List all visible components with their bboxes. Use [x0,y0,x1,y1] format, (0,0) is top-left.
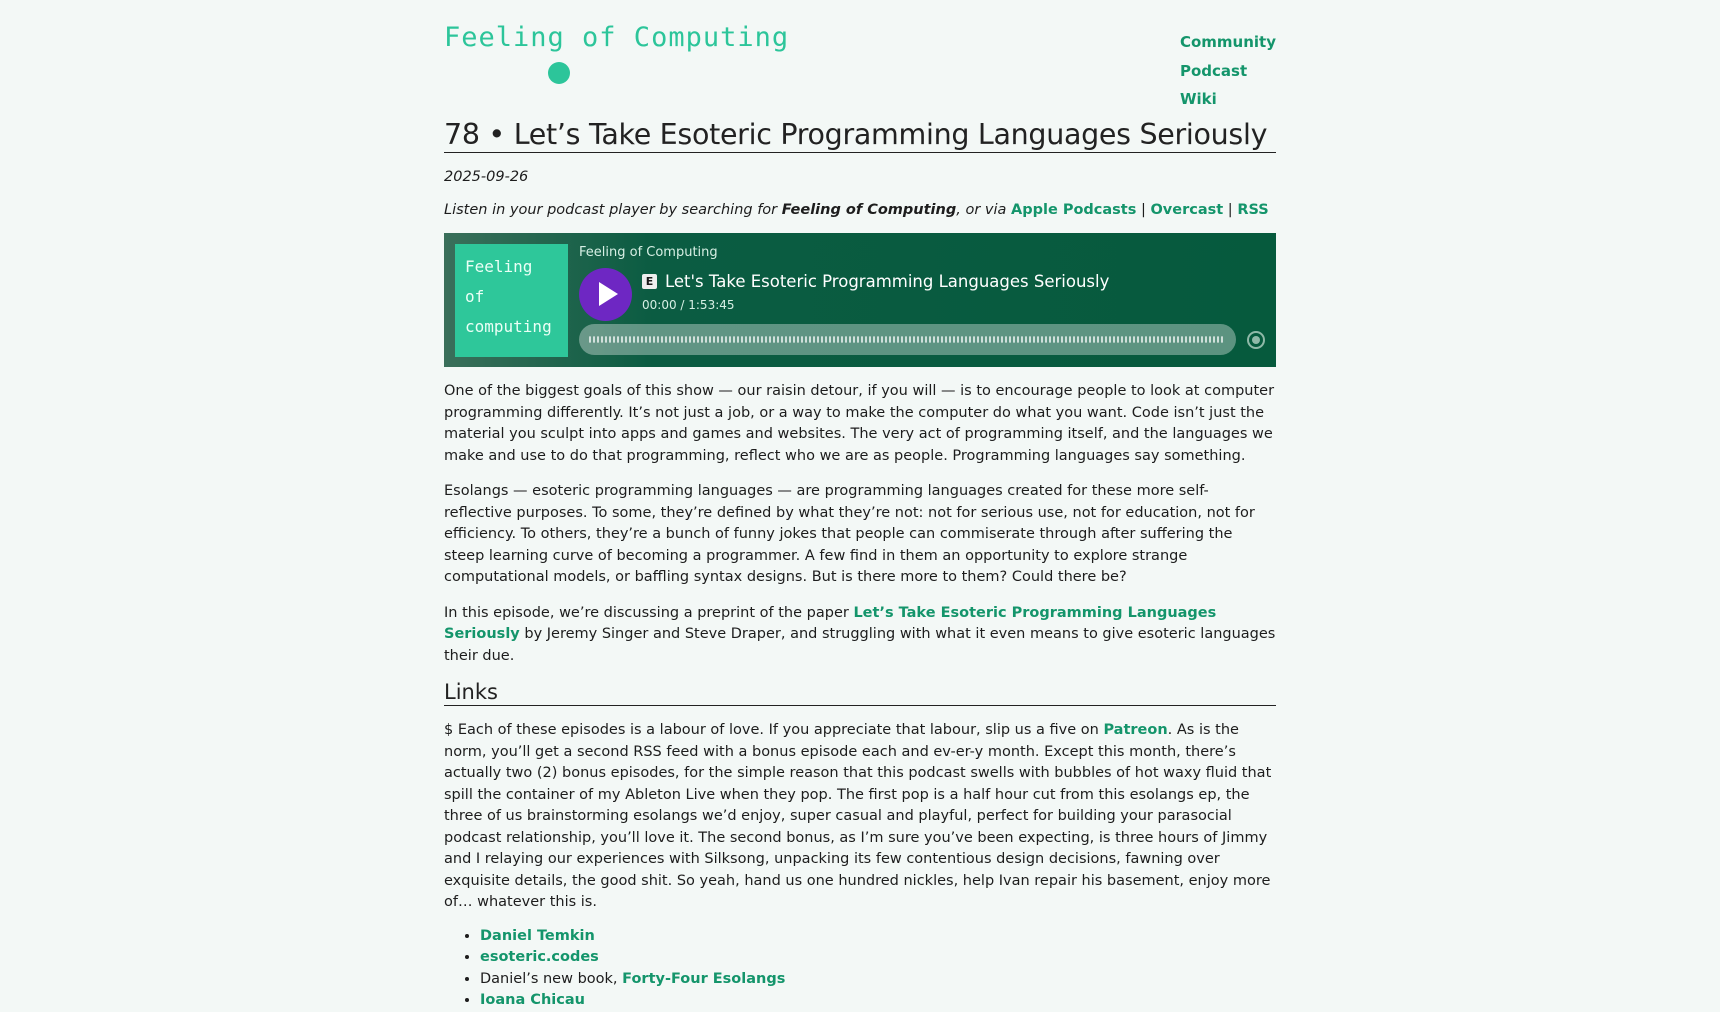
esolangs-paragraph: Esolangs — esoteric programming languages — are programming languages created for these more self-reflective purposes. To some, they’re defined by what they’re not: not for serious use, not for education, not for efficiency. To others, they’re a bunch of funny jokes that people can commiserate through after suffering the steep learning curve of becoming a programmer. A few find in them an opportunity to explore strange computational models, or baffling syntax designs. But is there more to them? Could there be? [444,483,1255,585]
episode-paragraph [444,603,1276,668]
waveform-scrubber[interactable] [579,324,1236,355]
player-episode-row [642,272,1109,291]
list-item [480,926,1276,948]
nav-wiki-link[interactable]: Wiki [1179,90,1217,108]
player-episode-title: Let's Take Esoteric Programming Languages Seriously [665,272,1110,291]
list-item [480,947,1276,969]
waveform-bars [589,329,1224,350]
listen-show-name: Feeling of Computing [781,202,957,218]
daniel-temkin-link[interactable]: Daniel Temkin [480,927,595,944]
listen-mid: , or via [956,202,1011,218]
paragraph-text: $ Each of these episodes is a labour of love. If you appreciate that labour, slip us a five on [444,722,1104,738]
explicit-badge: E [642,274,657,289]
links-heading: Links [444,679,1276,706]
links-list [444,926,1276,1012]
logo-text: Feeling of Computing [444,22,790,53]
forty-four-esolangs-link[interactable]: Forty-Four Esolangs [622,970,786,987]
episode-date: 2025-09-26 [444,169,529,185]
artwork-line: of [465,287,485,306]
intro-paragraph: One of the biggest goals of this show — our raisin detour, if you will — is to encourage people to look at computer programming differently. It’s not just a job, or a way to make the computer do what you want. Code isn’t just the material you sculpt into apps and games and websites. The very act of programming itself, and the languages we make and use to do that programming, reflect who we are as people. Programming languages say something. [444,383,1275,464]
paragraph-text: by Jeremy Singer and Steve Draper, and struggling with what it even means to give esoteric languages their due. [444,626,1276,664]
player-time: 00:00 / 1:53:45 [642,298,735,312]
podcast-icon[interactable] [1247,331,1265,349]
separator: | [1223,202,1238,218]
paper-link[interactable]: Let’s Take Esoteric Programming Languages Seriously [444,604,1217,642]
nav-community-link[interactable]: Community [1179,33,1276,51]
listen-prefix: Listen in your podcast player by searching for [444,202,782,218]
separator: | [1136,202,1151,218]
list-item [480,969,1276,991]
artwork-line: computing [465,317,552,336]
play-button[interactable] [579,268,632,321]
esoteric-codes-link[interactable]: esoteric.codes [480,949,599,965]
artwork-line: Feeling [465,257,533,276]
listen-line [444,202,1276,218]
player-show-name: Feeling of Computing [579,245,718,260]
overcast-link[interactable]: Overcast [1150,202,1224,218]
paragraph-text: . As is the norm, you’ll get a second RSS feed with a bonus episode each and ev-er-y month. Except this month, there’s actually two (2) bonus episodes, for the simple reason that this podcast swells with bubbles of hot waxy fluid that spill the container of my Ableton Live when they pop. The first pop is a half hour cut from this esolangs ep, the three of us brainstorming esolangs we’d enjoy, super casual and playful, perfect for building your parasocial podcast relationship, you’ll love it. The second bonus, as I’m sure you’ve been expecting, is three hours of Jimmy and I relaying our experiences with Silksong, unpacking its few contentious design decisions, fawning over exquisite details, the good shit. So yeah, hand us one hundred nickles, help Ivan repair his basement, enjoy more of… whatever this is. [444,722,1272,910]
site-nav [1180,28,1276,114]
episode-artwork [455,244,568,357]
patreon-link[interactable]: Patreon [1103,722,1168,738]
nav-podcast-link[interactable]: Podcast [1179,61,1248,80]
list-item [480,990,1276,1012]
site-logo[interactable] [444,22,790,82]
apple-podcasts-link[interactable]: Apple Podcasts [1011,202,1137,218]
audio-player [444,233,1276,367]
site-header [444,0,1276,118]
ioana-chicau-link[interactable]: Ioana Chicau [480,992,585,1008]
list-item-text: Daniel’s new book, [480,970,623,987]
patreon-paragraph [444,720,1276,914]
rss-link[interactable]: RSS [1237,202,1269,218]
episode-title: 78 • Let’s Take Esoteric Programming Languages Seriously [444,118,1276,153]
page [444,0,1276,1012]
logo-dot [548,62,570,84]
paragraph-text: In this episode, we’re discussing a preprint of the paper [444,604,854,621]
